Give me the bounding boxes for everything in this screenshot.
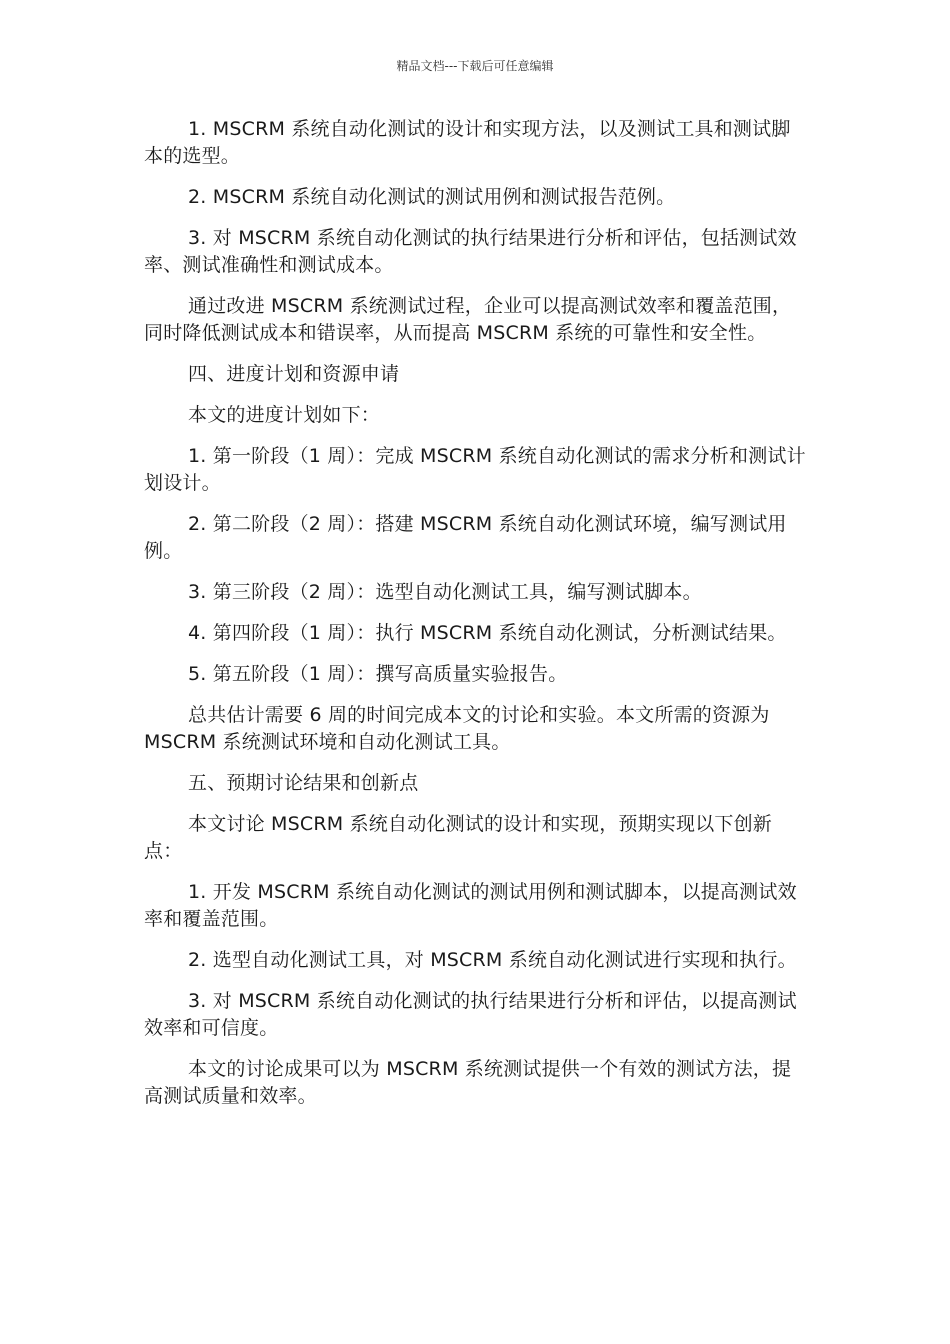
paragraph-4: 通过改进 MSCRM 系统测试过程，企业可以提高测试效率和覆盖范围，同时降低测试成本和错误率，从而提高 MSCRM 系统的可靠性和安全性。 [144, 295, 792, 344]
paragraph-1: 1. MSCRM 系统自动化测试的设计和实现方法，以及测试工具和测试脚本的选型。 [144, 118, 791, 167]
paragraph-3: 3. 对 MSCRM 系统自动化测试的执行结果进行分析和评估，包括测试效率、测试准确性和测试成本。 [144, 227, 797, 276]
paragraph-18: 本文的讨论成果可以为 MSCRM 系统测试提供一个有效的测试方法，提高测试质量和效率。 [144, 1058, 792, 1107]
paragraph-2: 2. MSCRM 系统自动化测试的测试用例和测试报告范例。 [188, 186, 676, 208]
schedule-item-1: 1. 第一阶段（1 周）：完成 MSCRM 系统自动化测试的需求分析和测试计划设计。 [144, 445, 806, 494]
innovation-item-2: 2. 选型自动化测试工具，对 MSCRM 系统自动化测试进行实现和执行。 [188, 949, 797, 971]
innovation-item-3: 3. 对 MSCRM 系统自动化测试的执行结果进行分析和评估，以提高测试效率和可信度。 [144, 990, 797, 1039]
section-heading-expected-results: 五、预期讨论结果和创新点 [188, 772, 419, 794]
section-heading-schedule: 四、进度计划和资源申请 [188, 363, 400, 385]
paragraph-14: 本文讨论 MSCRM 系统自动化测试的设计和实现，预期实现以下创新点： [144, 813, 772, 862]
innovation-item-1: 1. 开发 MSCRM 系统自动化测试的测试用例和测试脚本，以提高测试效率和覆盖范围。 [144, 881, 797, 930]
schedule-item-4: 4. 第四阶段（1 周）：执行 MSCRM 系统自动化测试，分析测试结果。 [188, 622, 787, 644]
schedule-item-2: 2. 第二阶段（2 周）：搭建 MSCRM 系统自动化测试环境，编写测试用例。 [144, 513, 787, 562]
schedule-item-5: 5. 第五阶段（1 周）：撰写高质量实验报告。 [188, 663, 568, 685]
page-header: 精品文档---下载后可任意编辑 [396, 59, 554, 73]
paragraph-12: 总共估计需要 6 周的时间完成本文的讨论和实验。本文所需的资源为 MSCRM 系统测试环境和自动化测试工具。 [144, 704, 770, 753]
document-body [144, 116, 806, 1124]
paragraph-6: 本文的进度计划如下： [188, 404, 381, 426]
schedule-item-3: 3. 第三阶段（2 周）：选型自动化测试工具，编写测试脚本。 [188, 581, 702, 603]
